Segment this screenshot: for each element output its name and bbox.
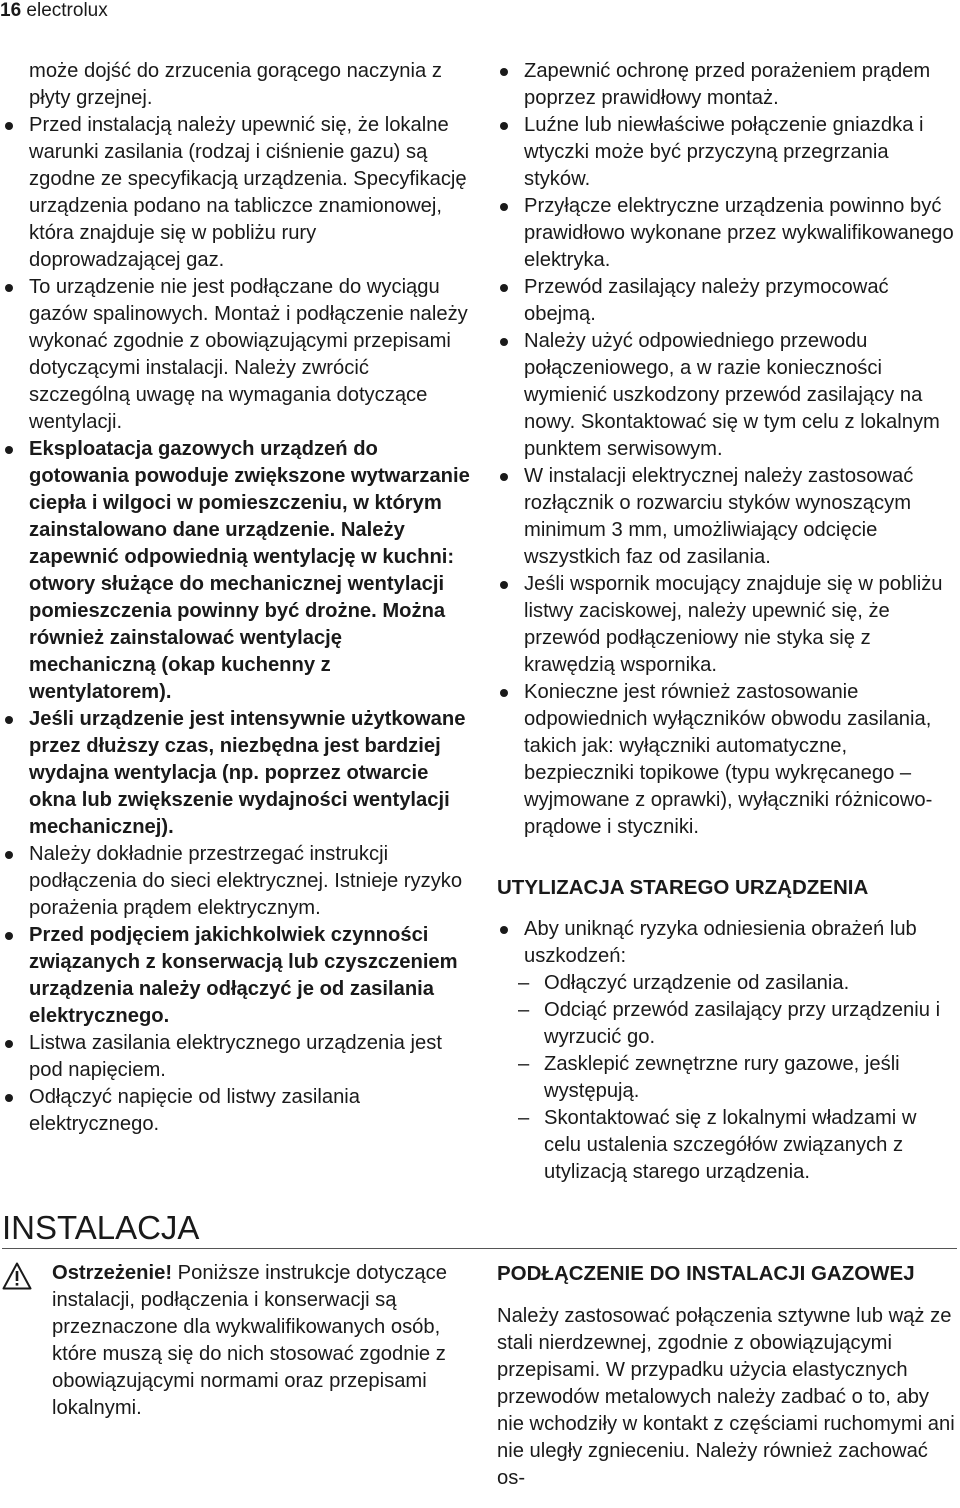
right-column xyxy=(497,58,959,1186)
disposal-step: – Odciąć przewód zasilający przy urządzeniu i wyrzucić go. xyxy=(497,997,959,1051)
list-item: Jeśli wspornik mocujący znajduje się w pobliżu listwy zaciskowej, należy upewnić się, że przewód podłączeniowy nie styka się z krawędzią wspornika. xyxy=(497,571,959,679)
left-column xyxy=(2,58,470,1138)
list-item: W instalacji elektrycznej należy zastosować rozłącznik o rozwarciu styków wynoszącym minimum 3 mm, umożliwiający odcięcie wszystkich faz od zasilania. xyxy=(497,463,959,571)
safety-list-left xyxy=(2,112,470,1138)
gas-connection-section xyxy=(497,1260,959,1492)
list-item: Należy użyć odpowiedniego przewodu połączeniowego, a w razie konieczności wymienić uszkodzony przewód zasilający na nowy. Skontaktować się w tym celu z lokalnym punktem serwisowym. xyxy=(497,328,959,463)
list-item: Luźne lub niewłaściwe połączenie gniazdka i wtyczki może być przyczyną przegrzania styków. xyxy=(497,112,959,193)
continued-text: może dojść do zrzucenia gorącego naczynia z płyty grzejnej. xyxy=(29,60,442,109)
list-item: Jeśli urządzenie jest intensywnie użytkowane przez dłuższy czas, niezbędna jest bardziej wydajna wentylacja (np. poprzez otwarcie okna lub zwiększenie wydajności wentylacji mechanicznej). xyxy=(2,706,470,841)
list-item: Listwa zasilania elektrycznego urządzenia jest pod napięciem. xyxy=(2,1030,470,1084)
list-item: Należy dokładnie przestrzegać instrukcji podłączenia do sieci elektrycznej. Istnieje ryzyko porażenia prądem elektrycznym. xyxy=(2,841,470,922)
brand-name: electrolux xyxy=(26,0,108,21)
warning-label: Ostrzeżenie! xyxy=(52,1262,173,1284)
list-item: To urządzenie nie jest podłączane do wyciągu gazów spalinowych. Montaż i podłączenie należy wykonać zgodnie z obowiązującymi przepisami dotyczącymi instalacji. Należy zwrócić szczególną uwagę na wymagania dotyczące wentylacji. xyxy=(2,274,470,436)
disposal-heading: UTYLIZACJA STAREGO URZĄDZENIA xyxy=(497,876,869,899)
list-item: Odłączyć napięcie od listwy zasilania elektrycznego. xyxy=(2,1084,470,1138)
gas-connection-heading: PODŁĄCZENIE DO INSTALACJI GAZOWEJ xyxy=(497,1262,915,1285)
list-item: Przewód zasilający należy przymocować obejmą. xyxy=(497,274,959,328)
list-item: Eksploatacja gazowych urządzeń do gotowania powoduje zwiększone wytwarzanie ciepła i wilgoci w pomieszczeniu, w którym zainstalowano dane urządzenie. Należy zapewnić odpowiednią wentylację w kuchni: otwory służące do mechanicznej wentylacji pomieszczenia powinny być drożne. Można również zainstalować wentylację mechaniczną (okap kuchenny z wentylatorem). xyxy=(2,436,470,706)
disposal-list xyxy=(497,916,959,1186)
list-item: Zapewnić ochronę przed porażeniem prądem poprzez prawidłowy montaż. xyxy=(497,58,959,112)
list-item: Przed instalacją należy upewnić się, że lokalne warunki zasilania (rodzaj i ciśnienie gazu) są zgodne ze specyfikacją urządzenia. Specyfikację urządzenia podano na tabliczce znamionowej, która znajduje się w pobliżu rury doprowadzającej gaz. xyxy=(2,112,470,274)
page-number: 16 xyxy=(0,0,22,21)
warning-icon xyxy=(2,1262,32,1290)
disposal-step: – Zasklepić zewnętrzne rury gazowe, jeśli występują. xyxy=(497,1051,959,1105)
list-item xyxy=(497,916,959,1186)
list-item: Przed podjęciem jakichkolwiek czynności związanych z konserwacją lub czyszczeniem urządzenia należy odłączyć je od zasilania elektrycznego. xyxy=(2,922,470,1030)
disposal-step: – Skontaktować się z lokalnymi władzami w celu ustalenia szczegółów związanych z utylizacją starego urządzenia. xyxy=(497,1105,959,1186)
disposal-steps xyxy=(497,970,959,1186)
installation-heading: INSTALACJA xyxy=(2,1208,957,1249)
list-item: Konieczne jest również zastosowanie odpowiednich wyłączników obwodu zasilania, takich jak: wyłączniki automatyczne, bezpieczniki topikowe (typu wykręcanego – wyjmowane z oprawki), wyłączniki różnicowo-prądowe i styczniki. xyxy=(497,679,959,841)
warning-text-block xyxy=(52,1260,462,1422)
list-item: Przyłącze elektryczne urządzenia powinno być prawidłowo wykonane przez wykwalifikowanego elektryka. xyxy=(497,193,959,274)
page-header xyxy=(0,0,108,22)
disposal-intro: Aby uniknąć ryzyka odniesienia obrażeń lub uszkodzeń: xyxy=(524,918,917,967)
warning-text: Poniższe instrukcje dotyczące instalacji, podłączenia i konserwacji są przeznaczone dla wykwalifikowanych osób, które muszą się do nich stosować zgodnie z obowiązującymi normami oraz przepisami lokalnymi. xyxy=(52,1262,447,1419)
gas-connection-text: Należy zastosować połączenia sztywne lub wąż ze stali nierdzewnej, zgodnie z obowiązującymi przepisami. W przypadku użycia elastycznych przewodów metalowych należy zadbać o to, aby nie wchodziły w kontakt z częściami ruchomymi ani nie uległy zgnieceniu. Należy również zachować os- xyxy=(497,1305,955,1489)
safety-list-right xyxy=(497,58,959,841)
disposal-step: – Odłączyć urządzenie od zasilania. xyxy=(497,970,959,997)
